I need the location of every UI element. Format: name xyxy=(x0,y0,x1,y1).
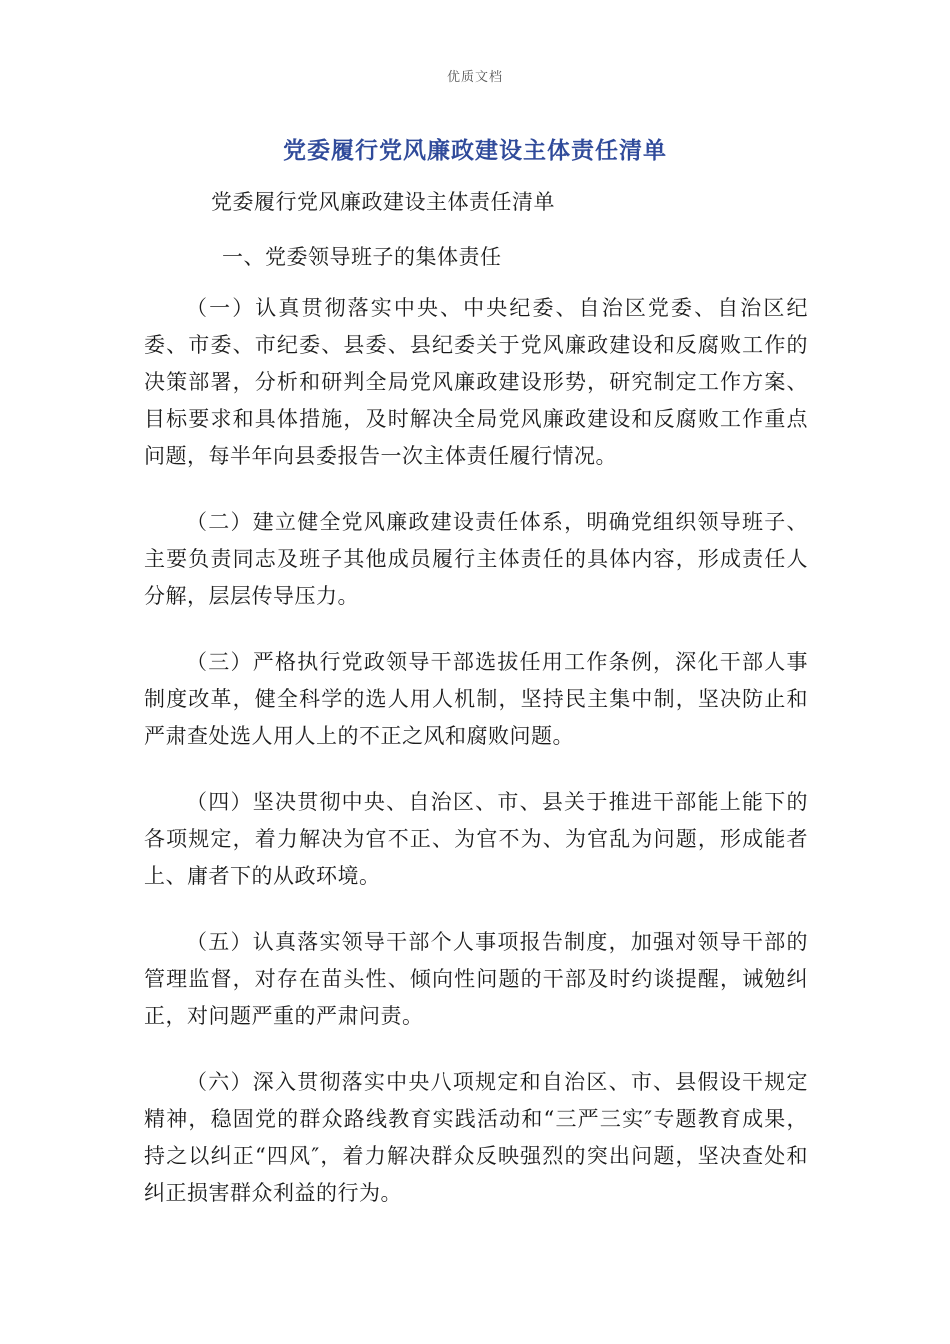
paragraph-5: （五）认真落实领导干部个人事项报告制度，加强对领导干部的管理监督，对存在苗头性、倾向性问题的干部及时约谈提醒，诫勉纠正，对问题严重的严肃问责。 xyxy=(144,930,808,1028)
paragraph-4: （四）坚决贯彻中央、自治区、市、县关于推进干部能上能下的各项规定，着力解决为官不正、为官不为、为官乱为问题，形成能者上、庸者下的从政环境。 xyxy=(144,790,808,888)
document-title: 党委履行党风廉政建设主体责任清单 xyxy=(283,138,667,164)
paragraph-3: （三）严格执行党政领导干部选拔任用工作条例，深化干部人事制度改革，健全科学的选人用人机制，坚持民主集中制，坚决防止和严肃查处选人用人上的不正之风和腐败问题。 xyxy=(144,650,808,748)
paragraph-6: （六）深入贯彻落实中央八项规定和自治区、市、县假设干规定精神，稳固党的群众路线教育实践活动和“三严三实″专题教育成果，持之以纠正“四风″，着力解决群众反映强烈的突出问题，坚决查处和纠正损害群众利益的行为。 xyxy=(144,1070,808,1205)
header-label: 优质文档 xyxy=(446,70,503,85)
section-heading: 一、党委领导班子的集体责任 xyxy=(222,245,502,269)
document-body xyxy=(144,290,808,1241)
document-subtitle: 党委履行党风廉政建设主体责任清单 xyxy=(211,190,555,214)
paragraph-1: （一）认真贯彻落实中央、中央纪委、自治区党委、自治区纪委、市委、市纪委、县委、县纪委关于党风廉政建设和反腐败工作的决策部署，分析和研判全局党风廉政建设形势，研究制定工作方案、目标要求和具体措施，及时解决全局党风廉政建设和反腐败工作重点问题，每半年向县委报告一次主体责任履行情况。 xyxy=(144,296,808,468)
paragraph-2: （二）建立健全党风廉政建设责任体系，明确党组织领导班子、主要负责同志及班子其他成员履行主体责任的具体内容，形成责任人分解，层层传导压力。 xyxy=(144,510,808,608)
